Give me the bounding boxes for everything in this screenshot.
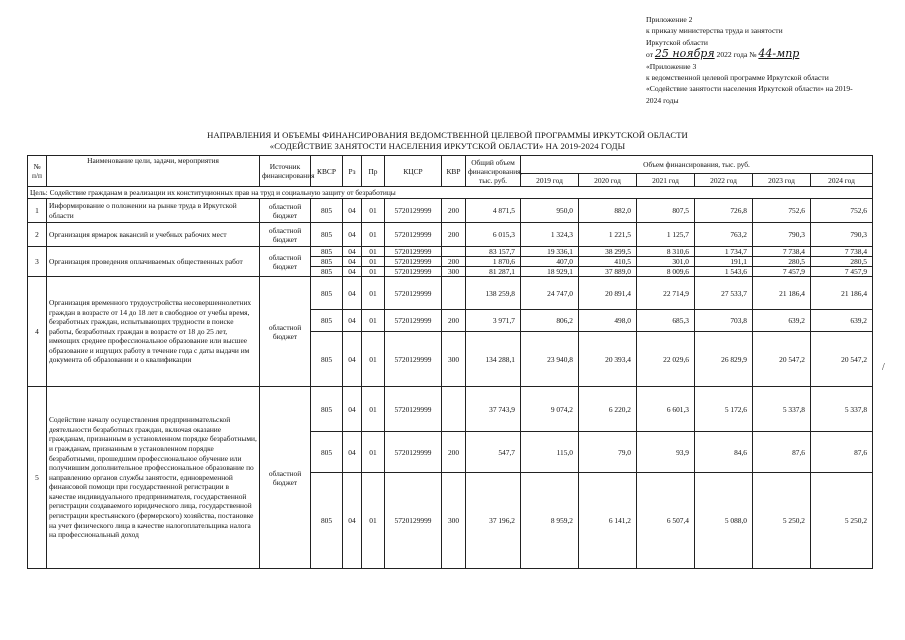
- cell-value: 8 009,6: [637, 267, 695, 277]
- cell-total: 547,7: [466, 432, 521, 473]
- cell-value: 5 250,2: [753, 473, 811, 569]
- cell-kvr: 200: [442, 223, 466, 247]
- cell-value: 26 829,9: [695, 332, 753, 387]
- cell-value: 790,3: [753, 223, 811, 247]
- cell-kvsr: 805: [311, 432, 343, 473]
- financing-table: [27, 155, 873, 569]
- header-year: 2021 год: [637, 174, 695, 187]
- cell-kvsr: 805: [311, 473, 343, 569]
- appendix-line: «Содействие занятости населения Иркутской области» на 2019-: [646, 84, 853, 94]
- appendix-line: Приложение 2: [646, 15, 693, 24]
- title-line: «СОДЕЙСТВИЕ ЗАНЯТОСТИ НАСЕЛЕНИЯ ИРКУТСКОЙ ОБЛАСТИ» НА 2019-2024 ГОДЫ: [269, 141, 626, 151]
- document-title: [160, 130, 735, 152]
- cell-value: 21 186,4: [753, 277, 811, 310]
- cell-pr: 01: [362, 310, 385, 332]
- cell-value: 20 393,4: [579, 332, 637, 387]
- cell-kcsr: 5720129999: [385, 310, 442, 332]
- row-num: 2: [28, 223, 47, 247]
- cell-kvsr: 805: [311, 199, 343, 223]
- row-source: областной бюджет: [260, 247, 311, 277]
- cell-value: 24 747,0: [521, 277, 579, 310]
- row-name: Организация проведения оплачиваемых общественных работ: [47, 247, 260, 277]
- cell-value: 498,0: [579, 310, 637, 332]
- row-source: областной бюджет: [260, 277, 311, 387]
- cell-rz: 04: [343, 277, 362, 310]
- cell-value: 7 457,9: [811, 267, 873, 277]
- cell-value: 6 141,2: [579, 473, 637, 569]
- cell-pr: 01: [362, 432, 385, 473]
- appendix-line: 2024 годы: [646, 95, 679, 105]
- header-volume: Объем финансирования, тыс. руб.: [521, 156, 873, 174]
- cell-value: 1 221,5: [579, 223, 637, 247]
- cell-total: 83 157,7: [466, 247, 521, 257]
- row-num: 1: [28, 199, 47, 223]
- cell-kvr: [442, 247, 466, 257]
- cell-value: 752,6: [811, 199, 873, 223]
- table-row: [28, 223, 873, 247]
- cell-value: 950,0: [521, 199, 579, 223]
- cell-kvr: [442, 387, 466, 432]
- cell-pr: 01: [362, 387, 385, 432]
- cell-value: 87,6: [753, 432, 811, 473]
- row-name: Организация ярмарок вакансий и учебных рабочих мест: [47, 223, 260, 247]
- cell-kcsr: 5720129999: [385, 432, 442, 473]
- row-name: Содействие началу осуществления предпринимательской деятельности безработных граждан, включая оказание гражданам, признанным в установленном порядке безработными, и гражданам, признанным в установленном порядке безработными, прошедшим профессиональное обучение или получившим дополнительное профессиональное образование по направлению органов службы занятости, единовременной финансовой помощи при государственной регистрации в качестве индивидуального предпринимателя, государственной регистрации создаваемого юридического лица, государственной регистрации крестьянского (фермерского) хозяйства, постановке на учет физического лица в качестве налогоплательщика налога на профессиональный доход: [47, 387, 260, 569]
- cell-value: 807,5: [637, 199, 695, 223]
- cell-value: 37 889,0: [579, 267, 637, 277]
- appendix-line: Иркутской области: [646, 37, 708, 47]
- cell-value: 790,3: [811, 223, 873, 247]
- cell-value: 882,0: [579, 199, 637, 223]
- appendix-note: [646, 14, 896, 106]
- cell-value: 20 547,2: [753, 332, 811, 387]
- cell-value: 22 714,9: [637, 277, 695, 310]
- cell-value: 407,0: [521, 257, 579, 267]
- cell-value: 703,8: [695, 310, 753, 332]
- cell-value: 301,0: [637, 257, 695, 267]
- cell-kcsr: 5720129999: [385, 257, 442, 267]
- cell-kcsr: 5720129999: [385, 277, 442, 310]
- row-name: Информирование о положении на рынке труда в Иркутской области: [47, 199, 260, 223]
- header-kcsr: КЦСР: [385, 156, 442, 187]
- row-num: 3: [28, 247, 47, 277]
- header-rz: Рз: [343, 156, 362, 187]
- cell-kcsr: 5720129999: [385, 267, 442, 277]
- cell-value: 38 299,5: [579, 247, 637, 257]
- cell-total: 37 743,9: [466, 387, 521, 432]
- cell-value: 87,6: [811, 432, 873, 473]
- cell-kcsr: 5720129999: [385, 332, 442, 387]
- cell-total: 4 871,5: [466, 199, 521, 223]
- cell-pr: 01: [362, 473, 385, 569]
- cell-value: 84,6: [695, 432, 753, 473]
- cell-value: 685,3: [637, 310, 695, 332]
- header-name: Наименование цели, задачи, мероприятия: [47, 156, 260, 187]
- header-year: 2022 год: [695, 174, 753, 187]
- cell-kvr: 200: [442, 199, 466, 223]
- cell-value: 806,2: [521, 310, 579, 332]
- cell-value: 79,0: [579, 432, 637, 473]
- cell-rz: 04: [343, 223, 362, 247]
- appendix-line: «Приложение 3: [646, 61, 697, 71]
- table-row: [28, 387, 873, 432]
- cell-value: 1 734,7: [695, 247, 753, 257]
- header-pr: Пр: [362, 156, 385, 187]
- cell-kvr: 200: [442, 310, 466, 332]
- cell-rz: 04: [343, 332, 362, 387]
- goal-row: Цель: Содействие гражданам в реализации их конституционных прав на труд и социальную защиту от безработицы: [28, 187, 873, 199]
- table-row: [28, 199, 873, 223]
- row-source: областной бюджет: [260, 387, 311, 569]
- cell-kvsr: 805: [311, 247, 343, 257]
- cell-rz: 04: [343, 473, 362, 569]
- header-source: Источник финансирования: [260, 156, 311, 187]
- cell-kcsr: 5720129999: [385, 247, 442, 257]
- cell-kcsr: 5720129999: [385, 199, 442, 223]
- cell-rz: 04: [343, 387, 362, 432]
- cell-kvr: 300: [442, 267, 466, 277]
- date-year: 2022 года №: [716, 50, 757, 60]
- cell-kvsr: 805: [311, 223, 343, 247]
- cell-value: 6 507,4: [637, 473, 695, 569]
- cell-value: 23 940,8: [521, 332, 579, 387]
- cell-value: 5 337,8: [811, 387, 873, 432]
- cell-pr: 01: [362, 223, 385, 247]
- row-name: Организация временного трудоустройства несовершеннолетних граждан в возрасте от 14 до 18 лет в свободное от учебы время, безработных граждан, испытывающих трудности в поиске работы, безработных граждан в возрасте от 18 до 25 лет, имеющих среднее профессиональное образование или высшее образование и ищущих работу в течение года с даты выдачи им документа об образовании и о квалификации: [47, 277, 260, 387]
- cell-value: 5 088,0: [695, 473, 753, 569]
- appendix-date: [646, 48, 896, 60]
- cell-total: 3 971,7: [466, 310, 521, 332]
- cell-kvsr: 805: [311, 257, 343, 267]
- cell-value: 191,1: [695, 257, 753, 267]
- table-row: [28, 277, 873, 310]
- cell-value: 6 601,3: [637, 387, 695, 432]
- header-num: № п/п: [28, 156, 47, 187]
- cell-value: 8 959,2: [521, 473, 579, 569]
- cell-value: 7 457,9: [753, 267, 811, 277]
- cell-value: 726,8: [695, 199, 753, 223]
- order-number: 44-мпр: [758, 47, 800, 61]
- header-year: 2019 год: [521, 174, 579, 187]
- cell-value: 9 074,2: [521, 387, 579, 432]
- cell-pr: 01: [362, 257, 385, 267]
- cell-total: 138 259,8: [466, 277, 521, 310]
- cell-pr: 01: [362, 199, 385, 223]
- cell-kvsr: 805: [311, 387, 343, 432]
- cell-value: 1 543,6: [695, 267, 753, 277]
- cell-rz: 04: [343, 267, 362, 277]
- row-source: областной бюджет: [260, 199, 311, 223]
- cell-value: 22 029,6: [637, 332, 695, 387]
- cell-kvr: [442, 277, 466, 310]
- row-source: областной бюджет: [260, 223, 311, 247]
- header-year: 2020 год: [579, 174, 637, 187]
- title-line: НАПРАВЛЕНИЯ И ОБЪЕМЫ ФИНАНСИРОВАНИЯ ВЕДОМСТВЕННОЙ ЦЕЛЕВОЙ ПРОГРАММЫ ИРКУТСКОЙ ОБЛАСТИ: [207, 130, 688, 140]
- cell-total: 6 015,3: [466, 223, 521, 247]
- cell-value: 5 250,2: [811, 473, 873, 569]
- cell-value: 18 929,1: [521, 267, 579, 277]
- cell-value: 410,5: [579, 257, 637, 267]
- cell-pr: 01: [362, 247, 385, 257]
- cell-value: 6 220,2: [579, 387, 637, 432]
- cell-rz: 04: [343, 310, 362, 332]
- cell-rz: 04: [343, 432, 362, 473]
- cell-value: 1 324,3: [521, 223, 579, 247]
- cell-rz: 04: [343, 257, 362, 267]
- cell-total: 37 196,2: [466, 473, 521, 569]
- cell-value: 21 186,4: [811, 277, 873, 310]
- cell-value: 8 310,6: [637, 247, 695, 257]
- cell-rz: 04: [343, 199, 362, 223]
- cell-value: 5 337,8: [753, 387, 811, 432]
- cell-value: 20 547,2: [811, 332, 873, 387]
- cell-value: 280,5: [811, 257, 873, 267]
- cell-kvr: 200: [442, 257, 466, 267]
- cell-value: 752,6: [753, 199, 811, 223]
- cell-value: 20 891,4: [579, 277, 637, 310]
- cell-value: 1 125,7: [637, 223, 695, 247]
- cell-value: 639,2: [753, 310, 811, 332]
- header-kvsr: КВСР: [311, 156, 343, 187]
- margin-mark: /: [882, 362, 885, 373]
- cell-kvr: 200: [442, 432, 466, 473]
- table-row: [28, 247, 873, 257]
- cell-value: 115,0: [521, 432, 579, 473]
- cell-kcsr: 5720129999: [385, 387, 442, 432]
- cell-total: 81 287,1: [466, 267, 521, 277]
- cell-value: 763,2: [695, 223, 753, 247]
- cell-value: 280,5: [753, 257, 811, 267]
- cell-kvsr: 805: [311, 277, 343, 310]
- cell-kvr: 300: [442, 332, 466, 387]
- cell-kcsr: 5720129999: [385, 473, 442, 569]
- cell-value: 5 172,6: [695, 387, 753, 432]
- cell-kvsr: 805: [311, 310, 343, 332]
- cell-value: 93,9: [637, 432, 695, 473]
- cell-value: 7 738,4: [811, 247, 873, 257]
- cell-value: 639,2: [811, 310, 873, 332]
- header-total: Общий объем финансирования, тыс. руб.: [466, 156, 521, 187]
- appendix-line: к приказу министерства труда и занятости: [646, 26, 783, 36]
- cell-value: 7 738,4: [753, 247, 811, 257]
- cell-value: 27 533,7: [695, 277, 753, 310]
- date-day: 25 ноября: [654, 47, 715, 61]
- cell-pr: 01: [362, 332, 385, 387]
- cell-total: 1 870,6: [466, 257, 521, 267]
- cell-pr: 01: [362, 267, 385, 277]
- header-year: 2023 год: [753, 174, 811, 187]
- cell-total: 134 288,1: [466, 332, 521, 387]
- cell-pr: 01: [362, 277, 385, 310]
- cell-kvr: 300: [442, 473, 466, 569]
- date-prefix: от: [646, 50, 654, 60]
- cell-kcsr: 5720129999: [385, 223, 442, 247]
- cell-kvsr: 805: [311, 332, 343, 387]
- cell-kvsr: 805: [311, 267, 343, 277]
- cell-value: 19 336,1: [521, 247, 579, 257]
- header-year: 2024 год: [811, 174, 873, 187]
- cell-rz: 04: [343, 247, 362, 257]
- header-kvr: КВР: [442, 156, 466, 187]
- row-num: 4: [28, 277, 47, 387]
- row-num: 5: [28, 387, 47, 569]
- appendix-line: к ведомственной целевой программе Иркутской области: [646, 73, 829, 83]
